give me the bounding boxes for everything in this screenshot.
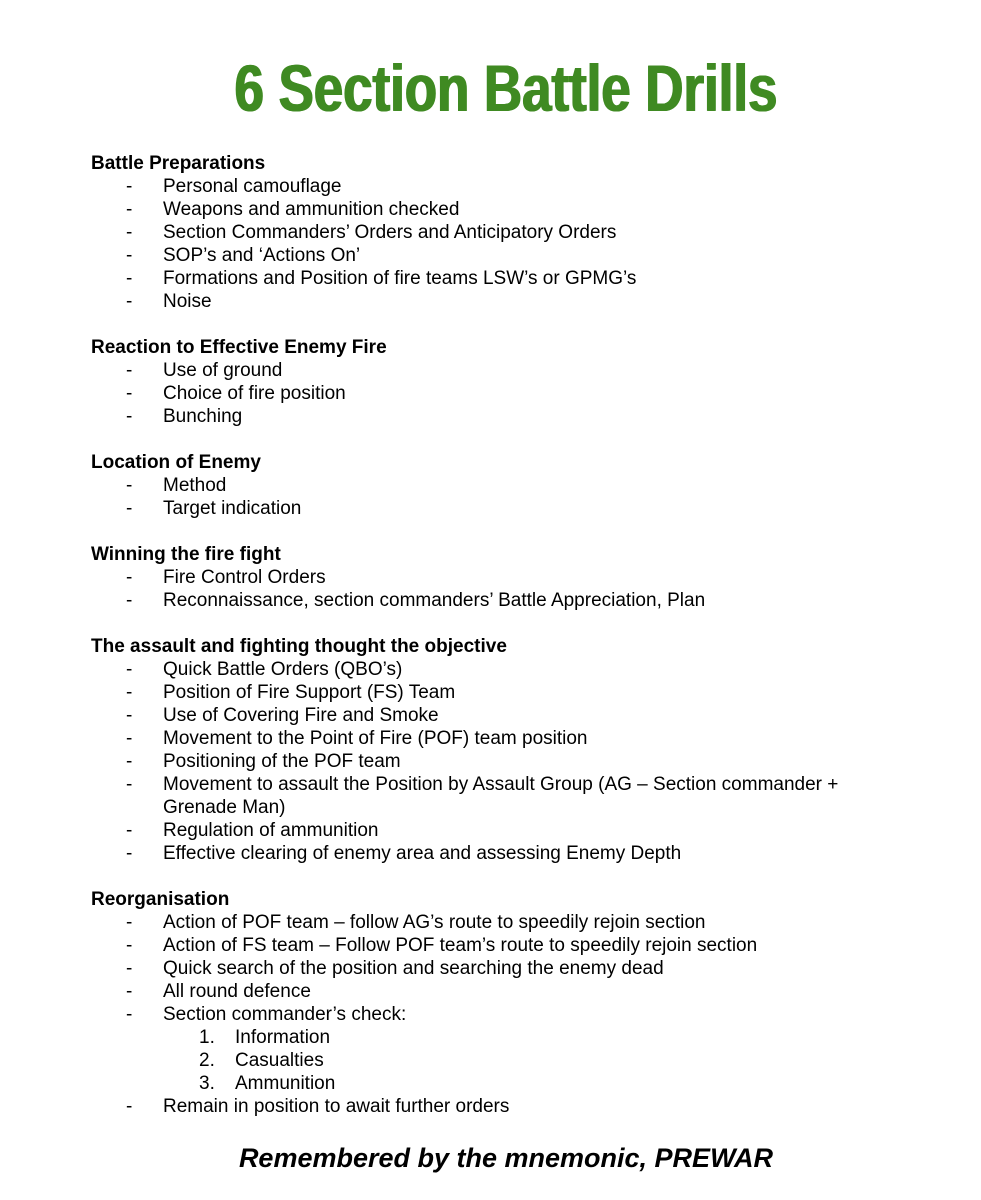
list-item-text: Choice of fire position — [163, 383, 346, 404]
section-battle-preparations — [91, 152, 951, 313]
bullet-dash: - — [126, 820, 133, 841]
bullet-dash: - — [126, 705, 133, 726]
mnemonic-footer: Remembered by the mnemonic, PREWAR — [238, 1143, 774, 1173]
bullet-dash: - — [126, 291, 133, 312]
section-heading: Location of Enemy — [91, 452, 261, 473]
item-number: 3. — [199, 1073, 215, 1094]
list-item-text: Position of Fire Support (FS) Team — [163, 682, 456, 703]
numbered-item-text: Casualties — [235, 1050, 324, 1071]
bullet-dash: - — [126, 176, 133, 197]
bullet-dash: - — [126, 659, 133, 680]
section-location-of-enemy — [91, 451, 951, 520]
bullet-dash: - — [126, 590, 133, 611]
numbered-item — [91, 1049, 951, 1072]
bullet-dash: - — [126, 383, 133, 404]
bullet-dash: - — [126, 245, 133, 266]
list-item-text: Movement to assault the Position by Assault Group (AG – Section commander + Grenade Man) — [163, 774, 839, 818]
list-item — [91, 819, 951, 842]
list-item-text: Section Commanders’ Orders and Anticipatory Orders — [163, 222, 617, 243]
bullet-dash: - — [126, 498, 133, 519]
bullet-dash: - — [126, 222, 133, 243]
list-item — [91, 290, 951, 313]
bullet-dash: - — [126, 567, 133, 588]
section-heading: Battle Preparations — [91, 153, 266, 174]
list-item — [91, 589, 951, 612]
list-item-text: Personal camouflage — [163, 176, 342, 197]
bullet-dash: - — [126, 268, 133, 289]
bullet-dash: - — [126, 1096, 133, 1117]
list-item — [91, 267, 951, 290]
bullet-dash: - — [126, 475, 133, 496]
list-item-text: Action of POF team – follow AG’s route to speedily rejoin section — [163, 912, 706, 933]
page-title: 6 Section Battle Drills — [234, 51, 778, 125]
item-number: 2. — [199, 1050, 215, 1071]
bullet-dash: - — [126, 199, 133, 220]
list-item-text: Remain in position to await further orders — [163, 1096, 510, 1117]
list-item — [91, 773, 951, 819]
section-heading: Reorganisation — [91, 889, 230, 910]
list-item — [91, 497, 951, 520]
list-item — [91, 911, 951, 934]
list-item-text: Action of FS team – Follow POF team’s route to speedily rejoin section — [163, 935, 758, 956]
bullet-dash: - — [126, 728, 133, 749]
list-item-text: Regulation of ammunition — [163, 820, 379, 841]
list-item-text: Bunching — [163, 406, 243, 427]
list-item-text: Effective clearing of enemy area and assessing Enemy Depth — [163, 843, 682, 864]
list-item — [91, 1003, 951, 1026]
list-item-text: All round defence — [163, 981, 311, 1002]
list-item-text: Method — [163, 475, 227, 496]
document-body — [91, 152, 951, 1141]
bullet-dash: - — [126, 406, 133, 427]
list-item — [91, 244, 951, 267]
list-item — [91, 175, 951, 198]
bullet-dash: - — [126, 1004, 133, 1025]
list-item-text: Noise — [163, 291, 212, 312]
list-item — [91, 474, 951, 497]
list-item — [91, 382, 951, 405]
section-heading: Reaction to Effective Enemy Fire — [91, 337, 387, 358]
list-item-text: Fire Control Orders — [163, 567, 326, 588]
list-item — [91, 750, 951, 773]
list-item-text: Use of Covering Fire and Smoke — [163, 705, 439, 726]
list-item-text: Weapons and ammunition checked — [163, 199, 460, 220]
list-item — [91, 198, 951, 221]
numbered-item — [91, 1026, 951, 1049]
list-item — [91, 658, 951, 681]
list-item — [91, 957, 951, 980]
section-heading: The assault and fighting thought the objective — [91, 636, 507, 657]
list-item — [91, 704, 951, 727]
list-item-text: Positioning of the POF team — [163, 751, 401, 772]
bullet-dash: - — [126, 360, 133, 381]
item-number: 1. — [199, 1027, 215, 1048]
list-item — [91, 681, 951, 704]
list-item — [91, 934, 951, 957]
section-reorganisation — [91, 888, 951, 1118]
bullet-dash: - — [126, 843, 133, 864]
list-item-text: Movement to the Point of Fire (POF) team position — [163, 728, 588, 749]
list-item-text: Use of ground — [163, 360, 283, 381]
list-item — [91, 1095, 951, 1118]
bullet-dash: - — [126, 935, 133, 956]
numbered-item — [91, 1072, 951, 1095]
list-item-text: SOP’s and ‘Actions On’ — [163, 245, 361, 266]
list-item — [91, 842, 951, 865]
list-item-text: Formations and Position of fire teams LSW’s or GPMG’s — [163, 268, 637, 289]
section-heading: Winning the fire fight — [91, 544, 281, 565]
numbered-item-text: Information — [235, 1027, 331, 1048]
list-item-text: Section commander’s check: — [163, 1004, 407, 1025]
section-assault — [91, 635, 951, 865]
list-item — [91, 727, 951, 750]
list-item-text: Quick Battle Orders (QBO’s) — [163, 659, 403, 680]
list-item — [91, 405, 951, 428]
list-item-text: Target indication — [163, 498, 302, 519]
bullet-dash: - — [126, 751, 133, 772]
bullet-dash: - — [126, 912, 133, 933]
bullet-dash: - — [126, 958, 133, 979]
bullet-dash: - — [126, 981, 133, 1002]
bullet-dash: - — [126, 682, 133, 703]
list-item — [91, 221, 951, 244]
list-item — [91, 359, 951, 382]
section-reaction-to-fire — [91, 336, 951, 428]
list-item-text: Quick search of the position and searching the enemy dead — [163, 958, 664, 979]
list-item — [91, 566, 951, 589]
numbered-item-text: Ammunition — [235, 1073, 336, 1094]
section-winning-fire-fight — [91, 543, 951, 612]
list-item — [91, 980, 951, 1003]
numbered-sublist — [91, 1026, 951, 1095]
bullet-dash: - — [126, 774, 133, 795]
list-item-text: Reconnaissance, section commanders’ Battle Appreciation, Plan — [163, 590, 706, 611]
